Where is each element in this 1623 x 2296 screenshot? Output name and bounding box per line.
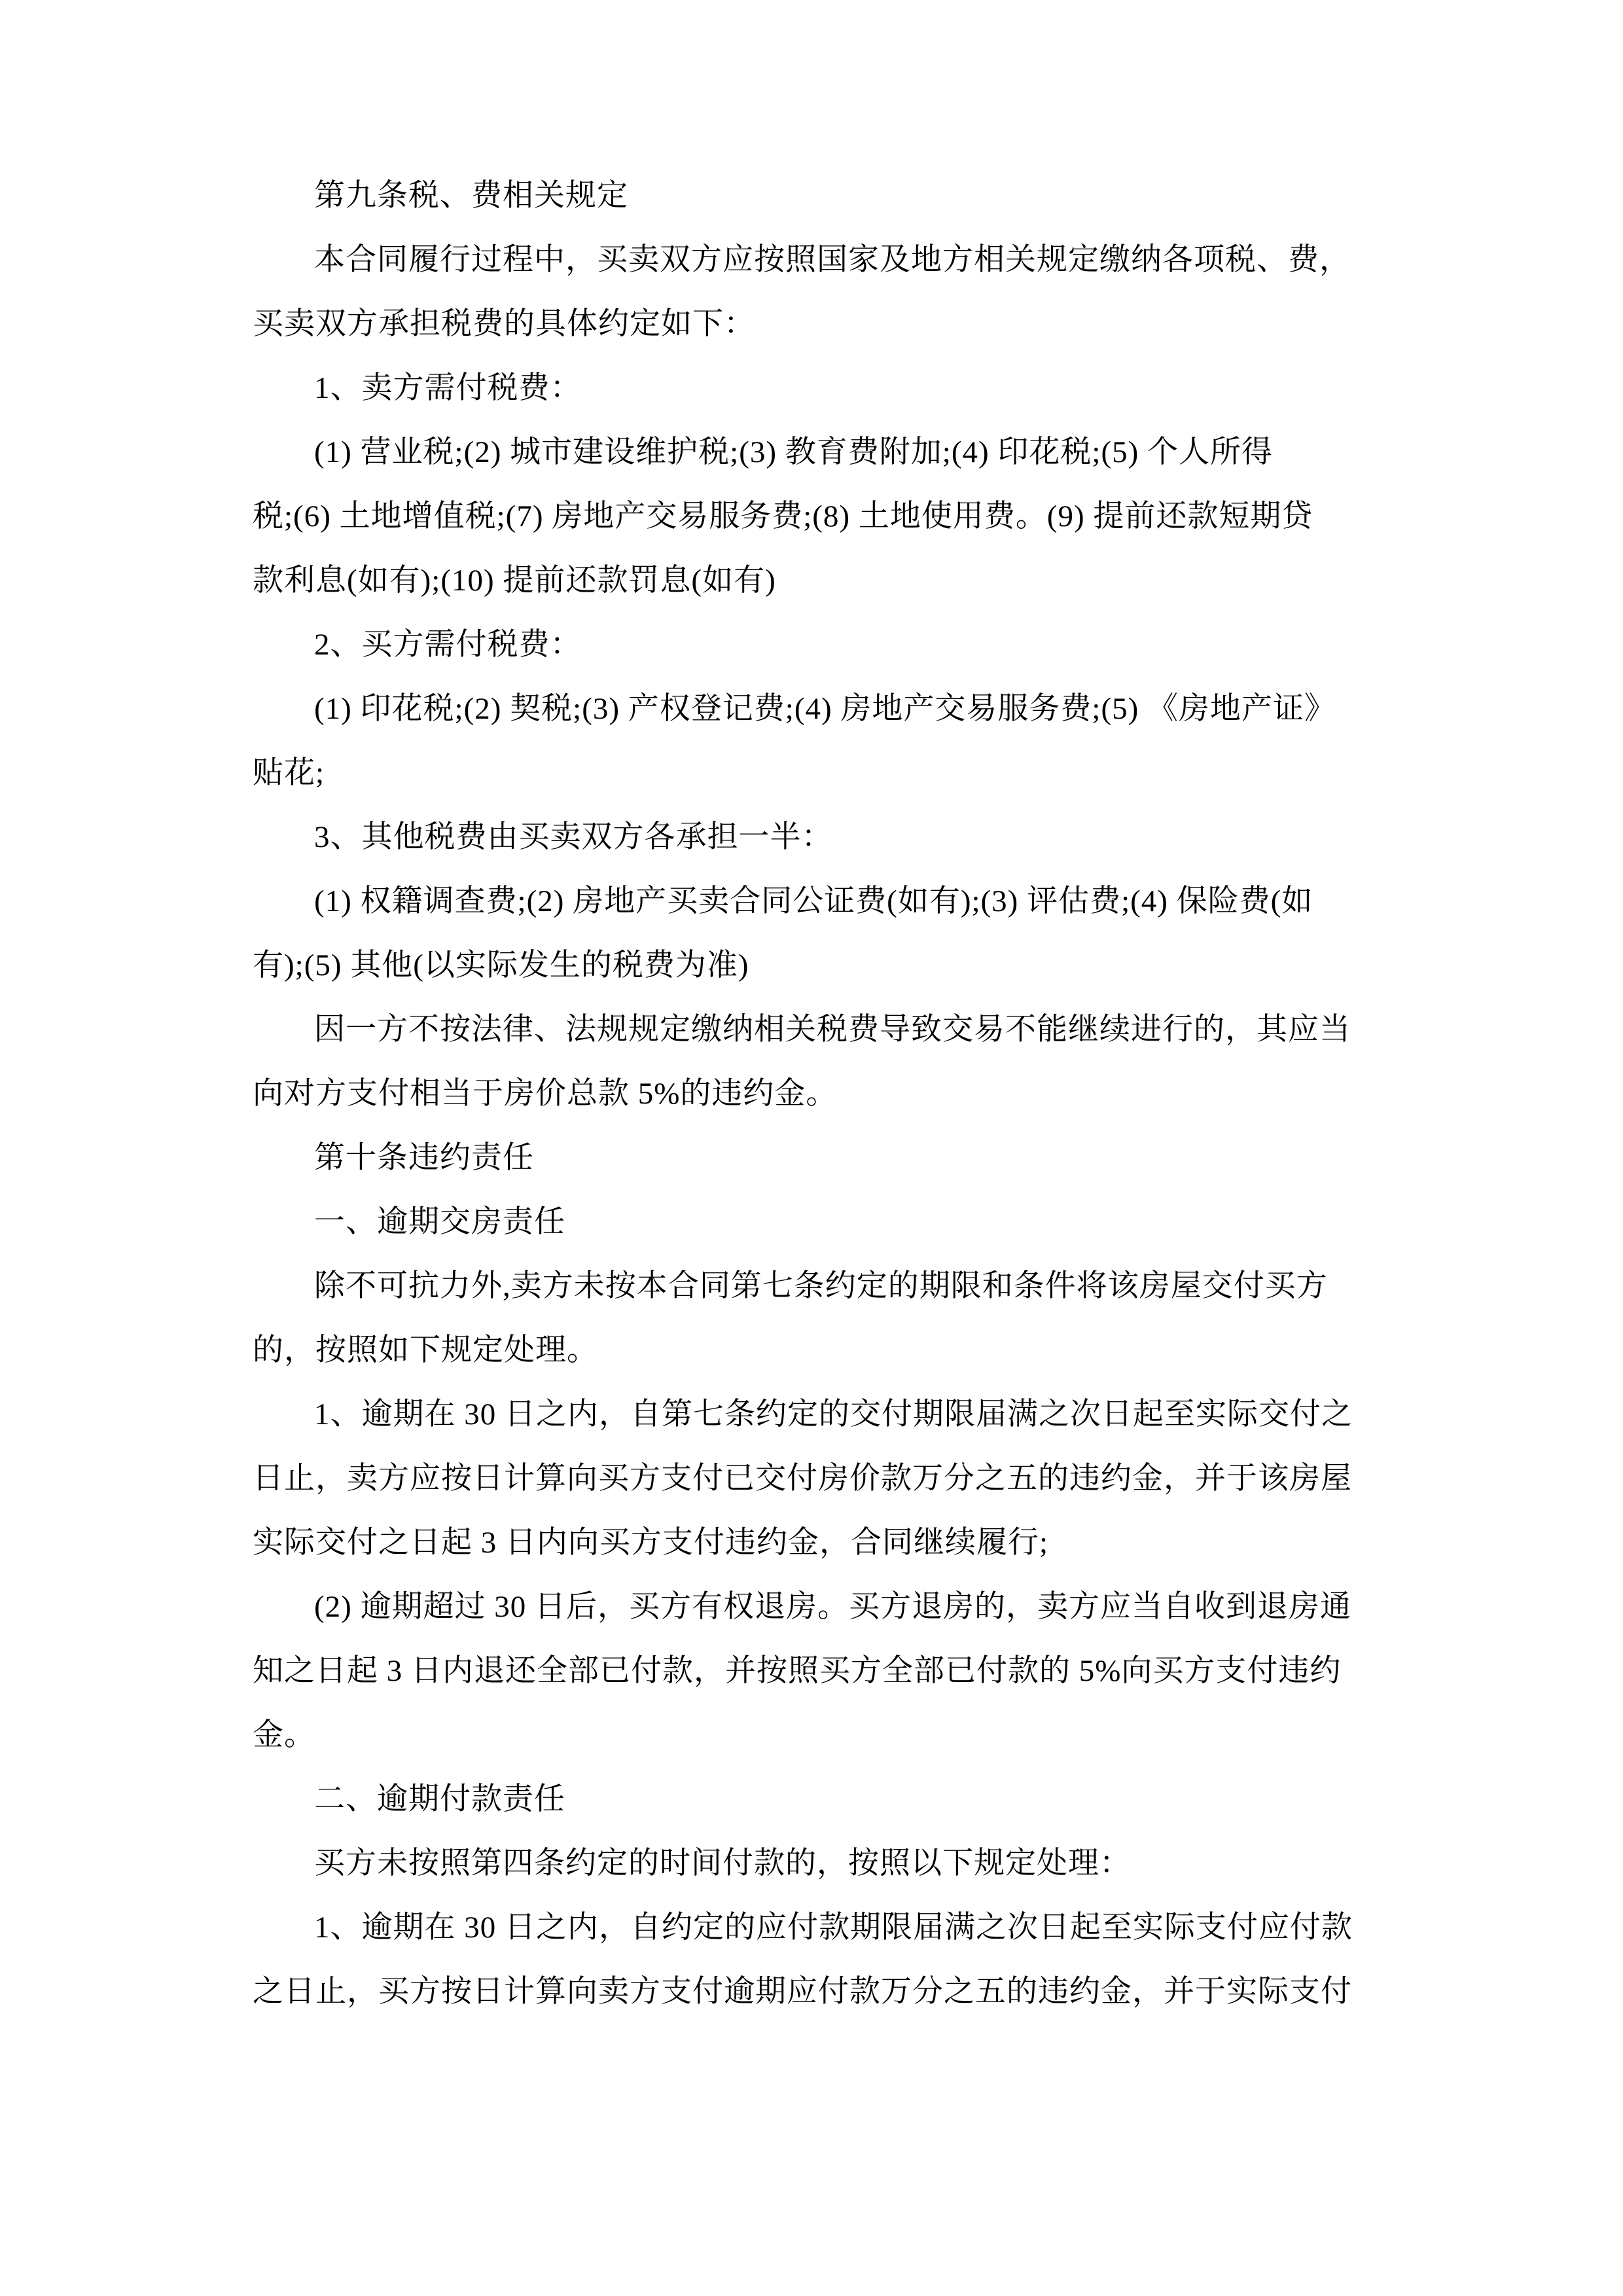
text-line: 实际交付之日起 3 日内向买方支付违约金，合同继续履行; [253, 1526, 1049, 1560]
text-line: 税;(6) 土地增值税;(7) 房地产交易服务费;(8) 土地使用费。(9) 提前还款短期贷 [253, 499, 1313, 533]
text-line: 除不可抗力外,卖方未按本合同第七条约定的期限和条件将该房屋交付买方 [314, 1269, 1328, 1303]
text-line: 二、逾期付款责任 [314, 1782, 565, 1816]
text-line: 日止，卖方应按日计算向买方支付已交付房价款万分之五的违约金，并于该房屋 [253, 1462, 1352, 1496]
text-line: 款利息(如有);(10) 提前还款罚息(如有) [253, 564, 776, 598]
text-line: 金。 [253, 1718, 315, 1752]
text-line: 因一方不按法律、法规规定缴纳相关税费导致交易不能继续进行的，其应当 [314, 1013, 1351, 1047]
text-line: 一、逾期交房责任 [314, 1205, 565, 1239]
text-line: 买方未按照第四条约定的时间付款的，按照以下规定处理： [314, 1846, 1131, 1880]
text-line: 之日止，买方按日计算向卖方支付逾期应付款万分之五的违约金，并于实际支付 [253, 1975, 1352, 2009]
text-line: 1、逾期在 30 日之内，自约定的应付款期限届满之次日起至实际支付应付款 [314, 1910, 1353, 1945]
text-line: 第九条税、费相关规定 [314, 179, 628, 213]
text-line: 2、买方需付税费： [314, 628, 582, 662]
text-line: 3、其他税费由买卖双方各承担一半： [314, 820, 833, 854]
text-line: 向对方支付相当于房价总款 5%的违约金。 [253, 1077, 838, 1111]
text-line: 的，按照如下规定处理。 [253, 1333, 598, 1367]
text-line: 本合同履行过程中，买卖双方应按照国家及地方相关规定缴纳各项税、费， [314, 243, 1351, 277]
contract-text-block [253, 164, 1402, 2024]
text-line: (1) 权籍调查费;(2) 房地产买卖合同公证费(如有);(3) 评估费;(4) 保险费(如 [314, 884, 1313, 918]
text-line: 贴花; [253, 756, 325, 790]
text-line: 买卖双方承担税费的具体约定如下： [253, 307, 755, 341]
text-line: (1) 印花税;(2) 契税;(3) 产权登记费;(4) 房地产交易服务费;(5) 《房地产证》 [314, 692, 1336, 726]
text-line: 1、逾期在 30 日之内，自第七条约定的交付期限届满之次日起至实际交付之 [314, 1397, 1353, 1431]
text-line: (2) 逾期超过 30 日后，买方有权退房。买方退房的，卖方应当自收到退房通 [314, 1590, 1352, 1624]
text-line: 知之日起 3 日内退还全部已付款，并按照买方全部已付款的 5%向买方支付违约 [253, 1654, 1342, 1688]
text-line: (1) 营业税;(2) 城市建设维护税;(3) 教育费附加;(4) 印花税;(5) 个人所得 [314, 435, 1273, 469]
text-line: 1、卖方需付税费： [314, 371, 582, 405]
text-line: 有);(5) 其他(以实际发生的税费为准) [253, 948, 749, 982]
text-line: 第十条违约责任 [314, 1141, 534, 1175]
